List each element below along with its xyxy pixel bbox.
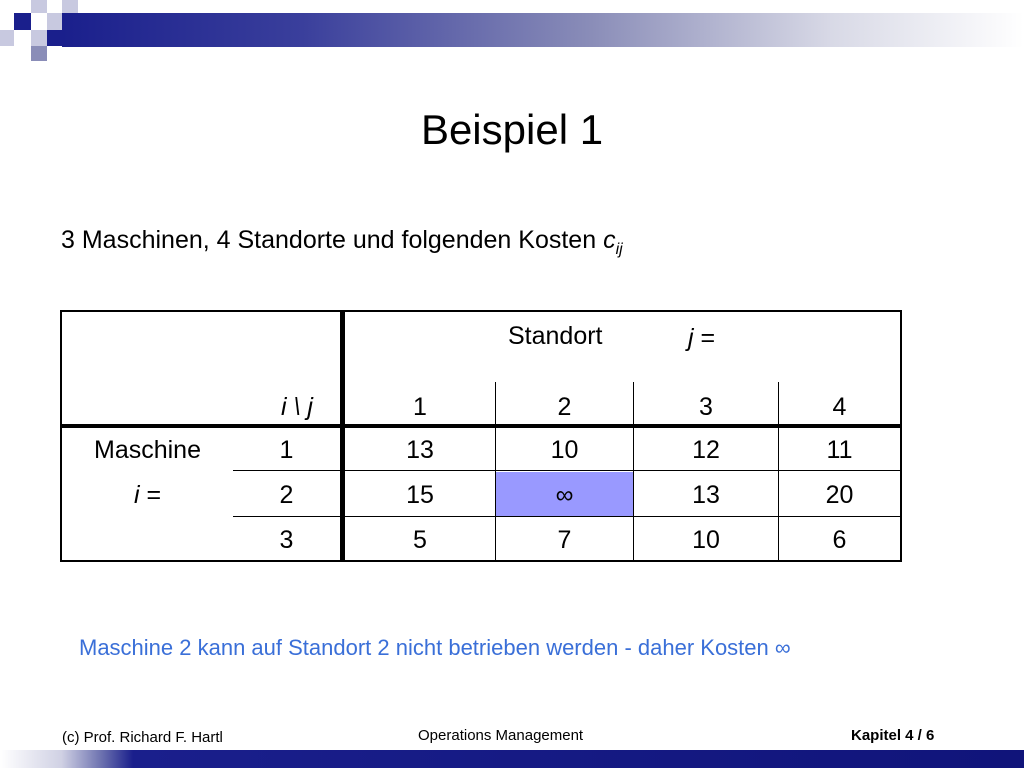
row-i-eq: = xyxy=(139,481,162,509)
header-j-eq: = xyxy=(693,324,716,352)
table-border xyxy=(60,560,902,562)
deco-square xyxy=(31,46,47,61)
table-divider xyxy=(60,424,902,428)
footer-author: (c) Prof. Richard F. Hartl xyxy=(62,729,223,746)
subtitle-text: 3 Maschinen, 4 Standorte und folgenden Kosten xyxy=(61,226,604,254)
column-header: 4 xyxy=(832,393,847,421)
column-header: 3 xyxy=(699,393,713,421)
footer-course: Operations Management xyxy=(418,727,584,744)
table-cell: 13 xyxy=(692,481,720,509)
deco-square xyxy=(31,30,47,46)
table-cell: 20 xyxy=(825,481,854,509)
table-cell: 7 xyxy=(557,526,572,554)
row-label-i xyxy=(62,480,233,510)
header-j xyxy=(688,323,715,353)
cost-table xyxy=(60,310,902,562)
table-cell: 11 xyxy=(826,436,853,464)
table-cell: 6 xyxy=(832,526,847,554)
footer-bar xyxy=(0,750,1024,768)
row-i-var: i xyxy=(133,481,140,509)
table-cell: 5 xyxy=(413,526,427,554)
column-header: 2 xyxy=(557,393,572,421)
row-label-maschine: Maschine xyxy=(94,436,201,464)
deco-square xyxy=(31,0,47,13)
slide-subtitle xyxy=(61,224,623,266)
header-j-var: j xyxy=(688,324,694,352)
table-rule xyxy=(233,470,902,471)
footer-chapter: Kapitel 4 / 6 xyxy=(851,727,935,744)
header-bar xyxy=(62,13,1024,47)
table-cell: 13 xyxy=(406,436,434,464)
header-ij xyxy=(272,392,322,422)
deco-square xyxy=(47,30,62,46)
table-cell: 15 xyxy=(406,481,434,509)
table-rule xyxy=(233,516,902,517)
table-cell-infinity: ∞ xyxy=(555,481,574,509)
table-border xyxy=(900,310,902,562)
deco-square xyxy=(47,13,62,30)
table-cell: 12 xyxy=(692,436,720,464)
column-header: 1 xyxy=(413,393,427,421)
infinity-note: Maschine 2 kann auf Standort 2 nicht betrieben werden - daher Kosten ∞ xyxy=(79,635,791,660)
slide-title: Beispiel 1 xyxy=(420,106,604,153)
deco-square xyxy=(62,0,78,13)
header-ij-text: i \ j xyxy=(281,393,313,421)
row-index: 2 xyxy=(279,481,294,509)
row-index: 3 xyxy=(279,526,294,554)
header-standort: Standort xyxy=(508,322,603,350)
subtitle-variable: c xyxy=(603,226,616,254)
deco-square xyxy=(14,13,31,30)
subtitle-subscript: ij xyxy=(615,241,623,258)
table-border xyxy=(60,310,902,312)
table-cell: 10 xyxy=(692,526,720,554)
row-index: 1 xyxy=(279,436,294,464)
deco-square xyxy=(0,30,14,46)
table-cell: 10 xyxy=(550,436,579,464)
